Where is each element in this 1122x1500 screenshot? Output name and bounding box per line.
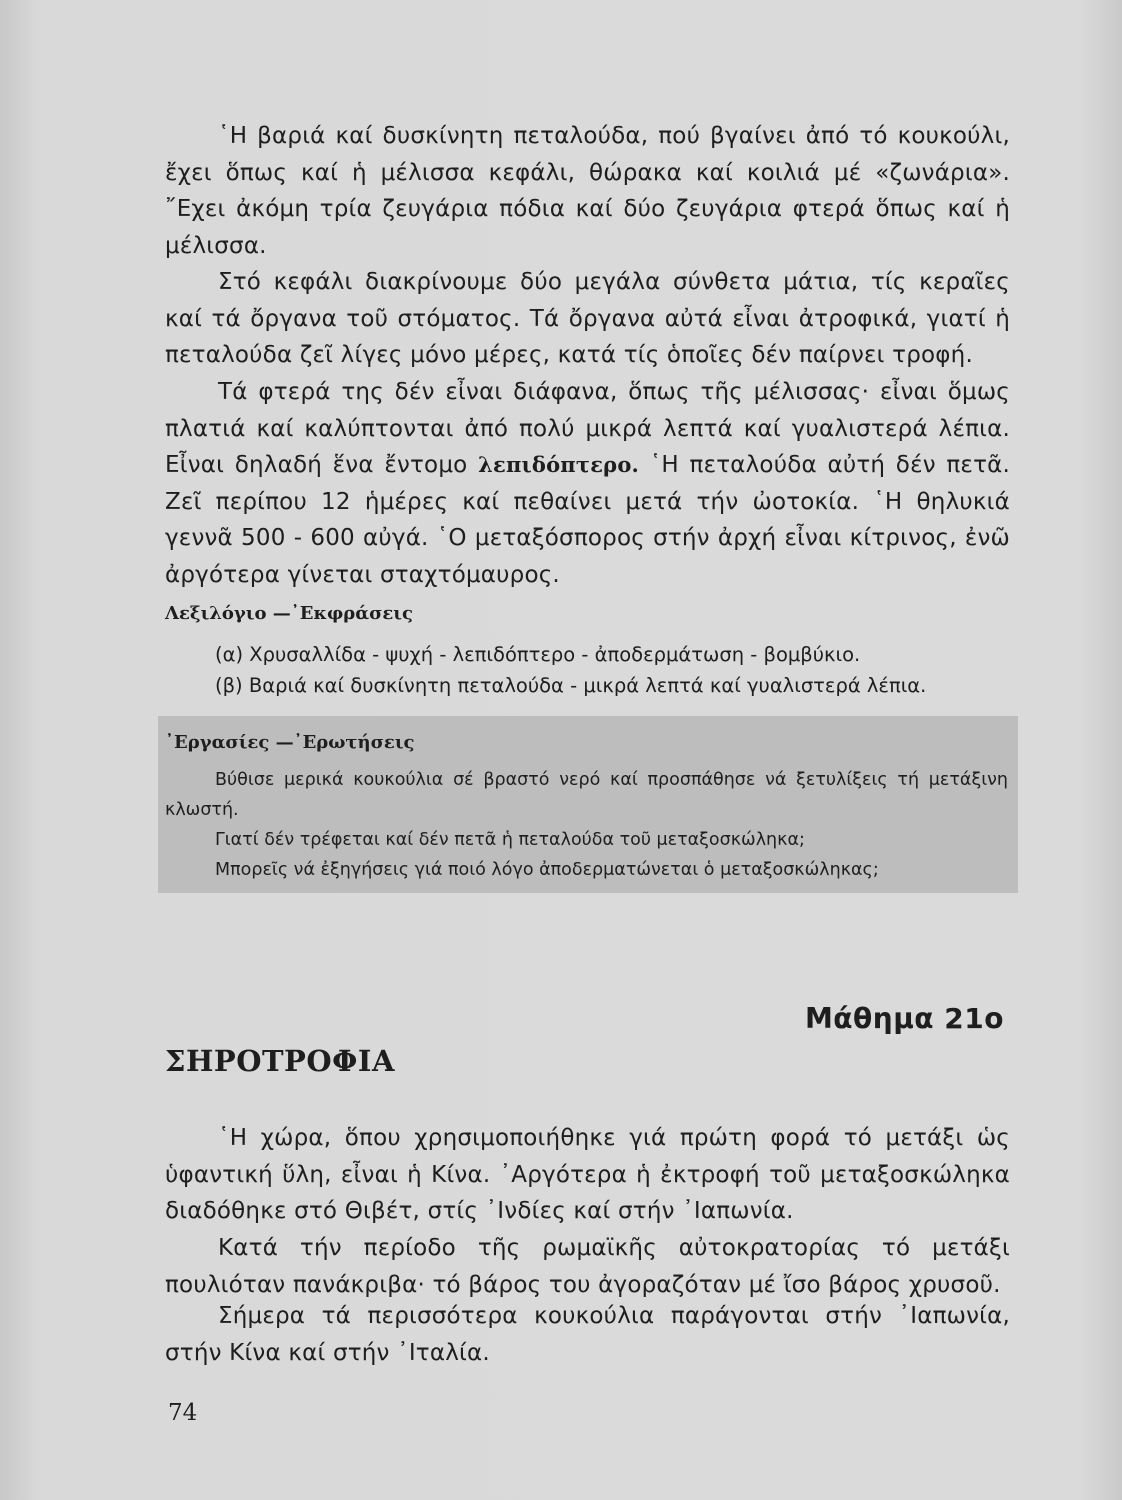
task-item-1: Βύθισε μερικά κουκούλια σέ βραστό νερό καί προσπάθησε νά ξετυλίξεις τή μετάξινη κλωστή. [165, 770, 1008, 820]
page-number: 74 [168, 1400, 198, 1426]
vocabulary-item-b: (β) Βαριά καί δυσκίνητη πεταλούδα - μικρά λεπτά καί γυαλιστερά λέπια. [215, 674, 927, 697]
tasks-heading: ᾿Εργασίες —᾿Ερωτήσεις [165, 732, 415, 753]
intro-paragraph-2: Στό κεφάλι διακρίνουμε δύο μεγάλα σύνθετα μάτια, τίς κεραῖες καί τά ὄργανα τοῦ στόματος. Τά ὄργανα αὐτά εἶναι ἀτροφικά, γιατί ἡ πεταλούδα ζεῖ λίγες μόνο μέρες, κατά τίς ὁποῖες δέν παίρνει τροφή. [165, 269, 1010, 368]
chapter-title: ΣΗΡΟΤΡΟΦΙΑ [165, 1044, 395, 1078]
lesson-paragraph-3: Σήμερα τά περισσότερα κουκούλια παράγονται στήν ᾿Ιαπωνία, στήν Κίνα καί στήν ᾿Ιταλία. [165, 1303, 1010, 1366]
task-item-2: Γιατί δέν τρέφεται καί δέν πετᾶ ἡ πεταλούδα τοῦ μεταξοσκώληκα; [215, 830, 805, 850]
lesson-paragraph-2: Κατά τήν περίοδο τῆς ρωμαϊκῆς αὐτοκρατορίας τό μετάξι πουλιόταν πανάκριβα· τό βάρος του ἀγοραζόταν μέ ἴσο βάρος χρυσοῦ. [165, 1235, 1010, 1298]
lesson-number: Μάθημα 21ο [804, 1002, 1004, 1035]
intro-paragraph-3-start: Τά φτερά της δέν εἶναι διάφανα, ὅπως τῆς μέλισσας· εἶναι ὅμως πλατιά καί καλύπτονται ἀπό πολύ μικρά λεπτά καί γυαλιστερά λέπια. Εἶναι δηλαδή ἕνα ἔντομο [165, 379, 1010, 478]
intro-paragraph-3-end: ῾Η πεταλούδα αὐτή δέν πετᾶ. Ζεῖ περίπου 12 ἡμέρες καί πεθαίνει μετά τήν ὠοτοκία. ῾Η θηλυκιά γεννᾶ 500 - 600 αὐγά. ῾Ο μεταξόσπορος στήν ἀρχή εἶναι κίτρινος, ἐνῶ ἀργότερα γίνεται σταχτόμαυρος. [165, 452, 1010, 588]
term-lepidoptera: λεπιδόπτερο. [478, 452, 640, 477]
vocabulary-item-a: (α) Χρυσαλλίδα - ψυχή - λεπιδόπτερο - ἀποδερμάτωση - βομβύκιο. [215, 643, 861, 666]
lesson-paragraph-1: ῾Η χώρα, ὅπου χρησιμοποιήθηκε γιά πρώτη φορά τό μετάξι ὡς ὑφαντική ὕλη, εἶναι ἡ Κίνα. ᾿Αργότερα ἡ ἐκτροφή τοῦ μεταξοσκώληκα διαδόθηκε στό Θιβέτ, στίς ᾿Ινδίες καί στήν ᾿Ιαπωνία. [165, 1125, 1010, 1224]
task-item-3: Μπορεῖς νά ἐξηγήσεις γιά ποιό λόγο ἀποδερματώνεται ὁ μεταξοσκώληκας; [215, 860, 879, 880]
intro-paragraph-1: ῾Η βαριά καί δυσκίνητη πεταλούδα, πού βγαίνει ἀπό τό κουκούλι, ἔχει ὅπως καί ἡ μέλισσα κεφάλι, θώρακα καί κοιλιά μέ «ζωνάρια». ῎Εχει ἀκόμη τρία ζευγάρια πόδια καί δύο ζευγάρια φτερά ὅπως καί ἡ μέλισσα. [165, 123, 1010, 259]
intro-paragraph-3 [165, 374, 1010, 593]
vocabulary-heading: Λεξιλόγιο —᾿Εκφράσεις [165, 603, 413, 624]
